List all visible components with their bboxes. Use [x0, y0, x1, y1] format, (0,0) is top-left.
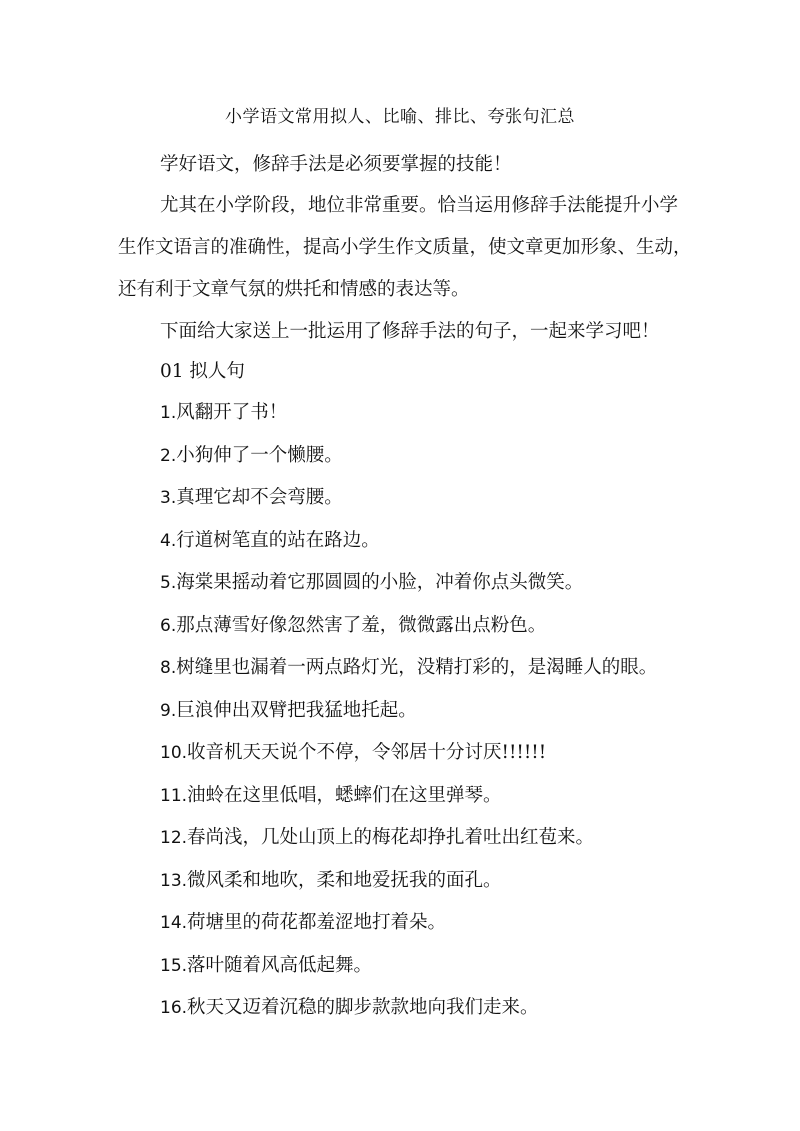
list-item	[160, 994, 539, 1022]
list-item	[160, 697, 417, 725]
list-item-text: 巨浪伸出双臂把我猛地托起。	[176, 699, 417, 721]
list-item	[160, 824, 594, 852]
intro-paragraph-2-line-1: 尤其在小学阶段，地位非常重要。恰当运用修辞手法能提升小学	[160, 195, 679, 216]
list-item-text: 微风柔和地吹，柔和地爱抚我的面孔。	[187, 869, 502, 891]
section-heading: 01 拟人句	[160, 361, 245, 382]
list-item	[160, 484, 343, 512]
list-item	[160, 612, 546, 640]
list-item-text: 真理它却不会弯腰。	[176, 487, 343, 508]
list-item	[160, 739, 546, 767]
list-item	[160, 952, 372, 980]
list-item-number: 12.	[160, 828, 188, 848]
list-item	[160, 569, 583, 597]
list-item	[160, 654, 657, 682]
list-item-text: 那点薄雪好像忽然害了羞，微微露出点粉色。	[176, 614, 547, 636]
list-item-text: 春尚浅，几处山顶上的梅花却挣扎着吐出红苞来。	[187, 827, 595, 848]
list-item	[160, 867, 502, 895]
list-item-number: 14.	[160, 913, 188, 933]
list-item-text: 小狗伸了一个懒腰。	[176, 444, 343, 466]
list-item-number: 2.	[160, 445, 177, 466]
list-item-number: 16.	[160, 998, 188, 1018]
list-item-number: 1.	[160, 403, 177, 423]
list-item-number: 15.	[160, 955, 188, 976]
list-item	[160, 782, 502, 810]
list-item-text: 秋天又迈着沉稳的脚步款款地向我们走来。	[187, 997, 539, 1018]
list-item-text: 树缝里也漏着一两点路灯光，没精打彩的，是渴睡人的眼。	[176, 657, 658, 678]
list-item-number: 9.	[160, 700, 177, 721]
list-item-text: 荷塘里的荷花都羞涩地打着朵。	[187, 912, 447, 933]
intro-paragraph-3: 下面给大家送上一批运用了修辞手法的句子，一起来学习吧！	[160, 321, 660, 342]
list-item	[160, 527, 380, 555]
list-item-text: 油蛉在这里低唱，蟋蟀们在这里弹琴。	[187, 784, 502, 806]
intro-paragraph-2-line-2: 生作文语言的准确性，提高小学生作文质量，使文章更加形象、生动，	[118, 237, 692, 258]
list-item	[160, 909, 446, 937]
list-item-number: 8.	[160, 658, 177, 678]
list-item-number: 4.	[160, 530, 177, 551]
intro-paragraph-2-line-3: 还有利于文章气氛的烘托和情感的表达等。	[118, 279, 470, 300]
list-item-text: 收音机天天说个不停，令邻居十分讨厌!!!!!!	[187, 742, 547, 763]
intro-paragraph-1: 学好语文，修辞手法是必须要掌握的技能！	[160, 154, 512, 175]
list-item-text: 行道树笔直的站在路边。	[176, 529, 380, 551]
list-item-text: 海棠果摇动着它那圆圆的小脸，冲着你点头微笑。	[176, 572, 584, 593]
list-item-number: 13.	[160, 870, 188, 891]
list-item-number: 6.	[160, 615, 177, 636]
list-item-number: 10.	[160, 743, 188, 763]
document-title: 小学语文常用拟人、比喻、排比、夸张句汇总	[225, 107, 575, 127]
list-item	[160, 442, 343, 470]
list-item-number: 11.	[160, 785, 188, 806]
list-item-number: 5.	[160, 573, 177, 593]
list-item-text: 落叶随着风高低起舞。	[187, 954, 373, 976]
list-item-number: 3.	[160, 488, 177, 508]
list-item-text: 风翻开了书！	[176, 402, 288, 423]
list-item	[160, 399, 287, 427]
